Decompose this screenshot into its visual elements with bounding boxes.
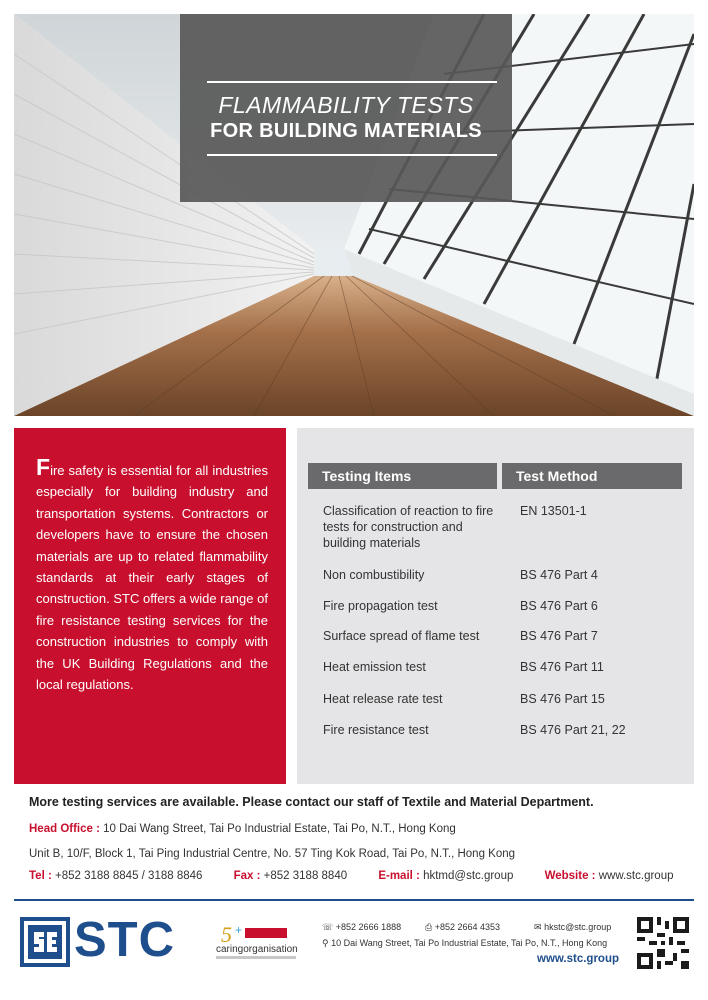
intro-body: ire safety is essential for all industries especially for building industry and transportation systems. Contractors or developers have to ensure the chosen materials are up to related flammability standards at their early stages of construction. STC offers a wide range of fire resistance testing services for the construction industries to comply with the UK Building Regulations and the local regulations. <box>36 463 268 693</box>
title-line-2: FOR BUILDING MATERIALS <box>210 120 482 142</box>
footer-phone-value[interactable]: +852 2666 1888 <box>335 922 402 932</box>
head-office-address: 10 Dai Wang Street, Tai Po Industrial Estate, Tai Po, N.T., Hong Kong <box>103 823 456 835</box>
footer-address <box>322 938 607 949</box>
email-label: E-mail : <box>378 870 420 882</box>
row-item: Fire resistance test <box>323 723 429 737</box>
website-link[interactable]: www.stc.group <box>598 870 674 882</box>
website-label: Website : <box>544 870 596 882</box>
row-method: EN 13501-1 <box>520 504 587 518</box>
testing-table <box>297 428 694 784</box>
row-item: Heat release rate test <box>323 692 443 706</box>
title-banner <box>180 14 512 202</box>
head-office-line <box>29 823 456 835</box>
row-method: BS 476 Part 6 <box>520 599 598 613</box>
header-testing-items: Testing Items <box>308 463 497 489</box>
svg-text:+: + <box>235 923 243 937</box>
title-bottom-rule <box>207 154 497 156</box>
footer-fax <box>425 922 500 933</box>
row-item: Heat emission test <box>323 660 426 674</box>
row-item: Fire propagation test <box>323 599 438 613</box>
contact-line <box>29 870 673 882</box>
row-method: BS 476 Part 11 <box>520 660 604 674</box>
row-item: Non combustibility <box>323 568 425 582</box>
row-method: BS 476 Part 15 <box>520 692 605 706</box>
footer-divider <box>14 899 694 901</box>
tel-value[interactable]: +852 3188 8845 / 3188 8846 <box>55 870 203 882</box>
stc-brand: STC <box>74 913 175 967</box>
email-link[interactable]: hktmd@stc.group <box>423 870 514 882</box>
row-method: BS 476 Part 21, 22 <box>520 723 626 737</box>
svg-text:5: 5 <box>221 922 232 947</box>
tel-label: Tel : <box>29 870 52 882</box>
caring-organisation-logo <box>215 920 305 964</box>
intro-text <box>36 454 268 695</box>
phone-icon: ☏ <box>322 922 334 932</box>
footer-email-value[interactable]: hkstc@stc.group <box>544 922 612 932</box>
mail-icon: ✉ <box>534 922 542 932</box>
fax-icon: ⎙ <box>425 922 433 932</box>
footer-phone <box>322 922 401 933</box>
footer-website[interactable]: www.stc.group <box>537 953 619 965</box>
title-line-1: FLAMMABILITY TESTS <box>218 92 474 118</box>
location-pin-icon: ⚲ <box>322 938 329 948</box>
head-office-label: Head Office : <box>29 823 100 835</box>
more-services-note: More testing services are available. Please contact our staff of Textile and Material Department. <box>29 795 594 809</box>
row-item: Surface spread of flame test <box>323 629 480 643</box>
stc-logo-icon <box>20 917 70 972</box>
intro-panel <box>14 428 286 784</box>
caring-text: caringorganisation <box>216 944 298 955</box>
row-method: BS 476 Part 4 <box>520 568 598 582</box>
second-address-line: Unit B, 10/F, Block 1, Tai Ping Industrial Centre, No. 57 Ting Kok Road, Tai Po, N.T., Hong Kong <box>29 848 516 860</box>
header-test-method: Test Method <box>502 463 682 489</box>
footer-address-value: 10 Dai Wang Street, Tai Po Industrial Estate, Tai Po, N.T., Hong Kong <box>331 938 608 948</box>
footer-email <box>534 922 611 933</box>
footer-fax-value: +852 2664 4353 <box>434 922 501 932</box>
qr-code-icon[interactable] <box>637 917 689 969</box>
fax-value: +852 3188 8840 <box>263 870 348 882</box>
fax-label: Fax : <box>233 870 261 882</box>
title-top-rule <box>207 81 497 83</box>
row-method: BS 476 Part 7 <box>520 629 598 643</box>
row-item: Classification of reaction to fire tests for construction and building materials <box>323 504 494 550</box>
intro-dropcap: F <box>36 454 51 480</box>
